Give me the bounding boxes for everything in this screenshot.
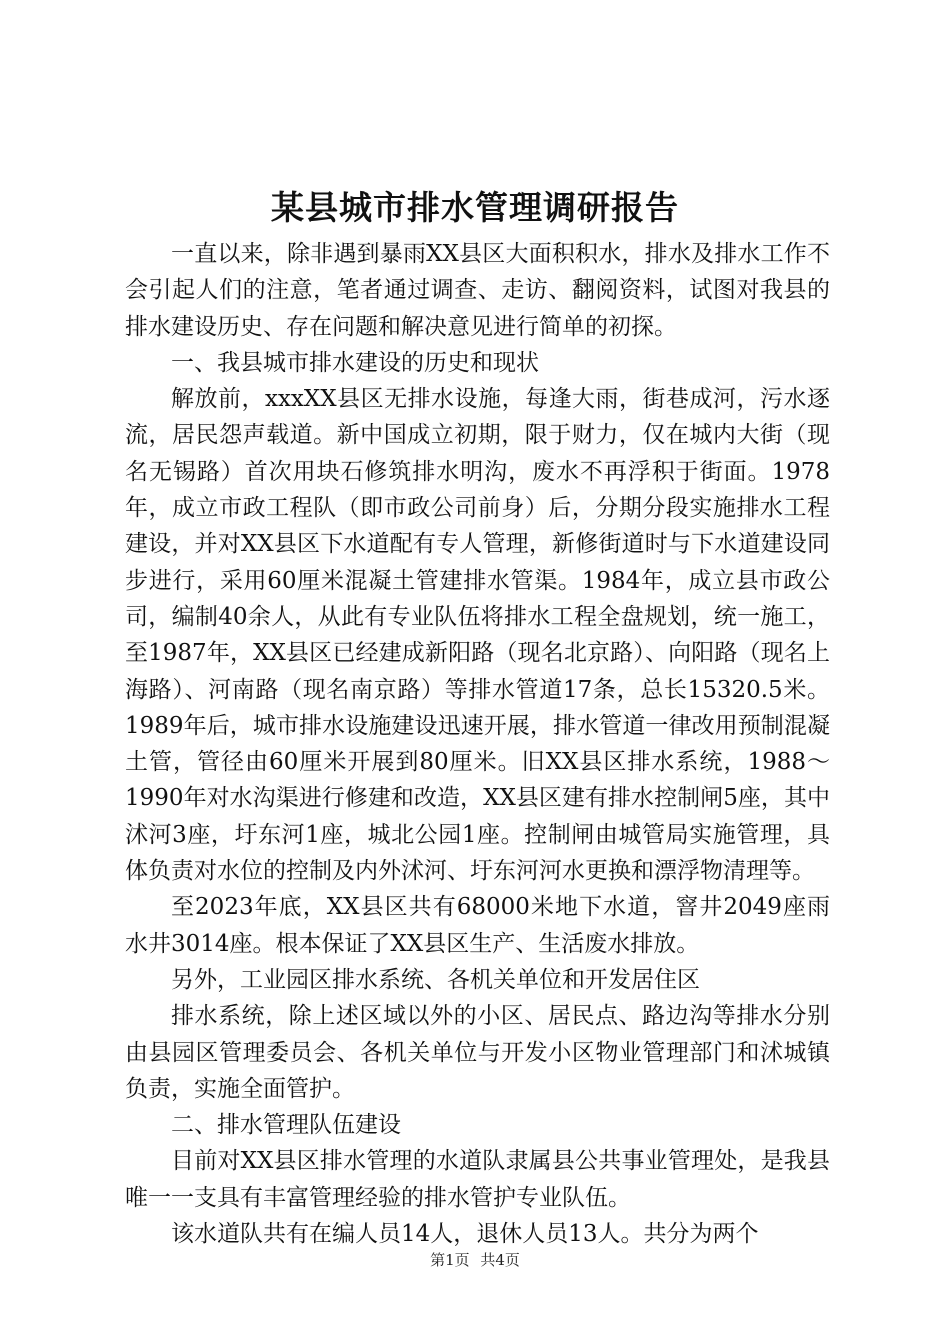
section-heading-2: 二、排水管理队伍建设	[171, 1112, 401, 1139]
paragraph-history: 解放前，xxxXX县区无排水设施，每逢大雨，街巷成河，污水逐流，居民怨声载道。新中国成立初期，限于财力，仅在城内大街（现名无锡路）首次用块石修筑排水明沟，废水不再浮积于街面。1978年，成立市政工程队（即市政公司前身）后，分期分段实施排水工程建设，并对XX县区下水道配有专人管理，新修街道时与下水道建设同步进行，采用60厘米混凝土管建排水管渠。1984年，成立县市政公司，编制40余人，从此有专业队伍将排水工程全盘规划，统一施工，至1987年，XX县区已经建成新阳路（现名北京路）、向阳路（现名上海路）、河南路（现名南京路）等排水管道17条，总长15320.5米。1989年后，城市排水设施建设迅速开展，排水管道一律改用预制混凝土管，管径由60厘米开展到80厘米。旧XX县区排水系统，1988～1990年对水沟渠进行修建和改造，XX县区建有排水控制闸5座，其中沭河3座，圩东河1座，城北公园1座。控制闸由城管局实施管理，具体负责对水位的控制及内外沭河、圩东河河水更换和漂浮物清理等。	[125, 386, 830, 885]
document-title: 某县城市排水管理调研报告	[271, 188, 679, 227]
paragraph-other-systems: 另外，工业园区排水系统、各机关单位和开发居住区	[171, 966, 700, 993]
page-total: 共4页	[480, 1251, 520, 1269]
paragraph-team-staff: 该水道队共有在编人员14人，退休人员13人。共分为两个	[171, 1221, 759, 1248]
paragraph-intro: 一直以来，除非遇到暴雨XX县区大面积积水，排水及排水工作不会引起人们的注意，笔者通过调查、走访、翻阅资料，试图对我县的排水建设历史、存在问题和解决意见进行简单的初探。	[125, 241, 830, 340]
paragraph-team-intro: 目前对XX县区排水管理的水道队隶属县公共事业管理处，是我县唯一一支具有丰富管理经验的排水管护专业队伍。	[125, 1148, 830, 1211]
paragraph-2023-status: 至2023年底，XX县区共有68000米地下水道，窨井2049座雨水井3014座。根本保证了XX县区生产、生活废水排放。	[125, 894, 830, 957]
page-footer	[0, 1250, 950, 1270]
document-body	[125, 236, 830, 1252]
page-number: 第1页	[430, 1251, 470, 1269]
section-heading-1: 一、我县城市排水建设的历史和现状	[171, 349, 539, 376]
paragraph-drainage-responsibility: 排水系统，除上述区域以外的小区、居民点、路边沟等排水分别由县园区管理委员会、各机关单位与开发小区物业管理部门和沭城镇负责，实施全面管护。	[125, 1003, 830, 1102]
